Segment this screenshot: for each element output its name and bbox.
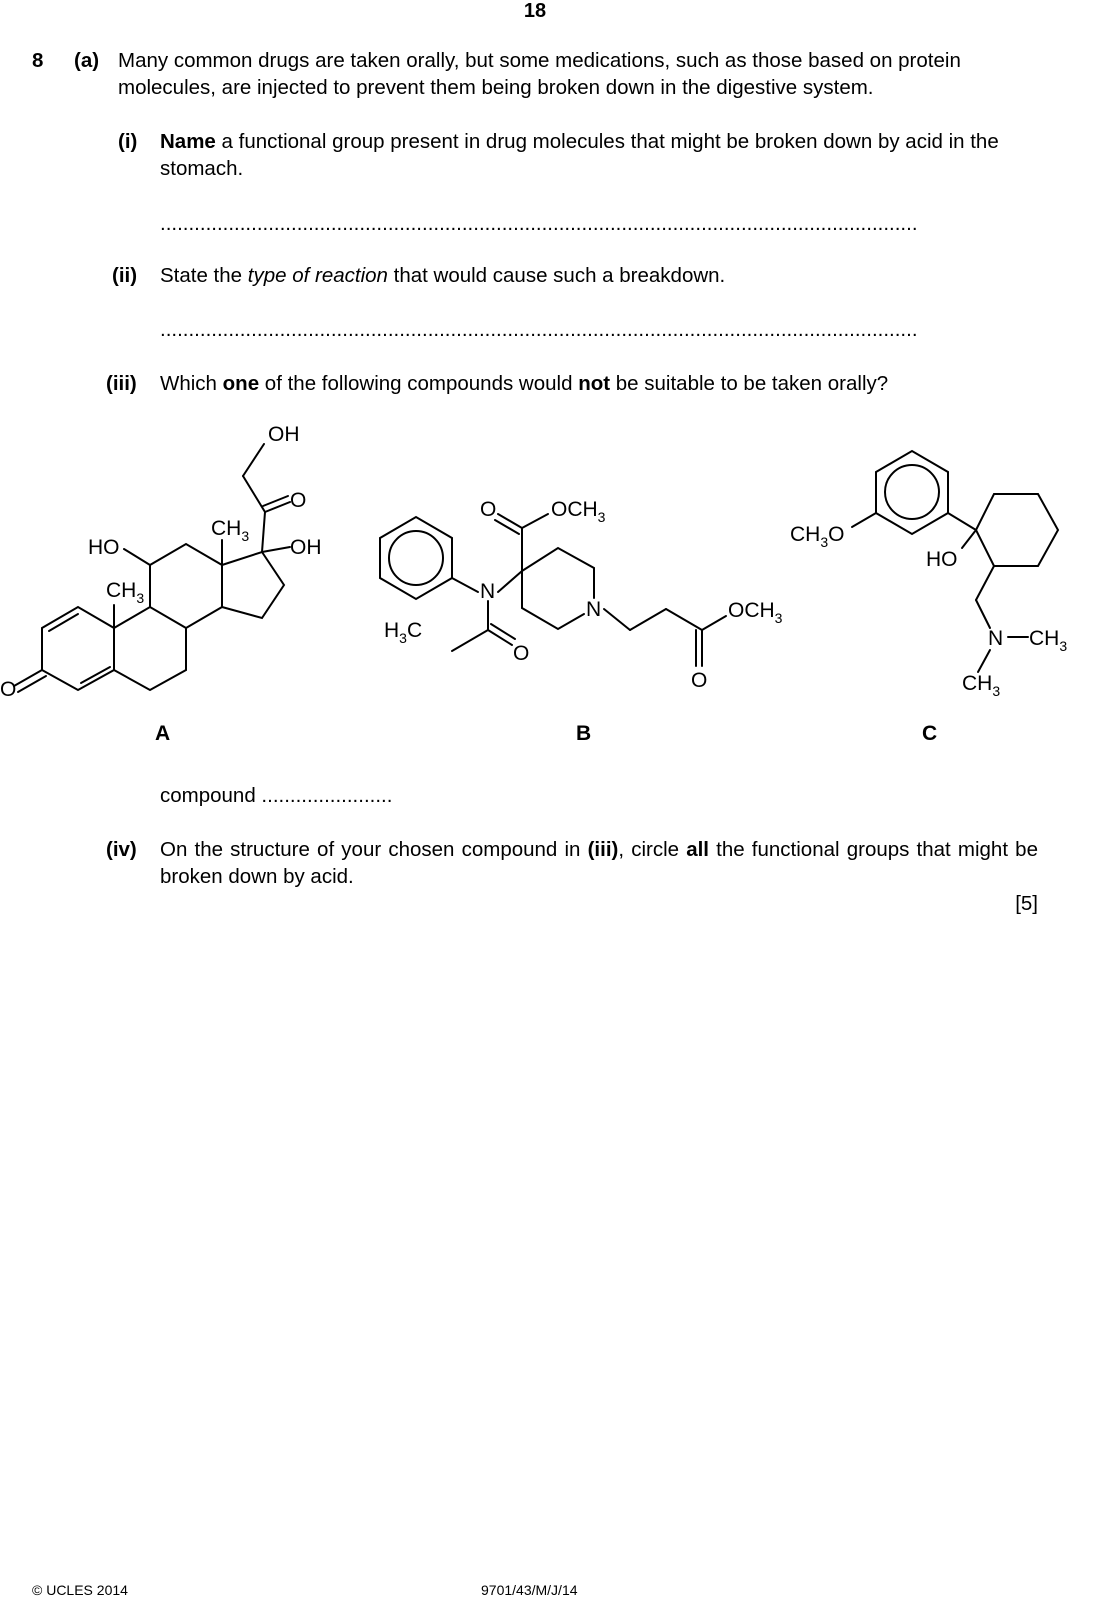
part-i-answer-line[interactable]: ..................................................................................................................................... (160, 212, 918, 235)
part-ii-post: that would cause such a breakdown. (387, 264, 726, 287)
part-iv-text (160, 836, 1038, 890)
part-iv-bold2: all (686, 838, 709, 861)
label-a: A (155, 722, 171, 745)
part-a-intro: Many common drugs are taken orally, but some medications, such as those based on protein molecules, are injected to prevent them being broken down in the digestive system. (118, 49, 961, 99)
part-iv-pre: On the structure of your chosen compound in (160, 838, 588, 861)
question-number: 8 (32, 49, 44, 72)
atom-labels (0, 423, 1067, 745)
part-i-label: (i) (118, 130, 138, 153)
footer-copyright: © UCLES 2014 (32, 1582, 128, 1598)
part-iii-label: (iii) (106, 372, 137, 395)
c-ch3-right: $CH_3$ (1029, 627, 1068, 654)
b-och3-top: $OCH_3$ (551, 498, 606, 525)
part-iv-bold1: (iii) (587, 838, 619, 861)
part-ii-text (160, 262, 1040, 289)
structures-figure (0, 420, 1097, 750)
b-o-amide: O (513, 642, 530, 665)
a-o-keto: O (290, 489, 307, 512)
part-iii-bold1: one (222, 372, 260, 395)
c-ch3o: $CH_3O$ (790, 523, 845, 550)
b-n-ring: N (586, 598, 602, 621)
part-iv-label: (iv) (106, 838, 137, 861)
label-b: B (576, 722, 592, 745)
part-ii-pre: State the (160, 264, 248, 287)
part-ii-italic: type of reaction (247, 264, 388, 287)
part-a-label: (a) (74, 49, 100, 72)
c-ho: HO (926, 548, 958, 571)
structure-b (380, 514, 726, 666)
part-ii-answer-line[interactable]: ..................................................................................................................................... (160, 318, 918, 341)
part-iii-pre: Which (160, 372, 223, 395)
structure-a (14, 444, 290, 692)
part-iv-mid: , circle (618, 838, 687, 861)
b-o-ester: O (691, 669, 708, 692)
part-i-body: a functional group present in drug molecules that might be broken down by acid in the stomach. (160, 130, 999, 180)
b-o-top: O (480, 498, 497, 521)
page-number: 18 (523, 0, 547, 22)
compound-answer-line[interactable]: compound ....................... (160, 784, 393, 807)
a-ch3-left: $CH_3$ (106, 579, 145, 606)
b-och3-right: $OCH_3$ (728, 599, 783, 626)
part-iii-bold2: not (578, 372, 611, 395)
b-n-amide: N (480, 580, 496, 603)
b-h3c: $H_3C$ (384, 619, 423, 646)
c-ch3-bottom: $CH_3$ (962, 672, 1001, 699)
a-oh-top: OH (268, 423, 300, 446)
a-ch3-top: $CH_3$ (211, 517, 250, 544)
part-iii-mid: of the following compounds would (259, 372, 579, 395)
a-o-left: O (0, 678, 17, 701)
part-ii-label: (ii) (112, 264, 138, 287)
label-c: C (922, 722, 938, 745)
part-iii-text (160, 370, 1040, 397)
a-ho: HO (88, 536, 120, 559)
c-n: N (988, 627, 1004, 650)
footer-code: 9701/43/M/J/14 (481, 1582, 578, 1598)
part-iv-post: the functional groups that might be broken down by acid. (160, 838, 1038, 888)
part-iii-post: be suitable to be taken orally? (610, 372, 889, 395)
a-oh-right: OH (290, 536, 322, 559)
marks: [5] (1015, 892, 1038, 915)
part-i-bold: Name (160, 130, 216, 153)
part-i-text (160, 128, 1040, 182)
